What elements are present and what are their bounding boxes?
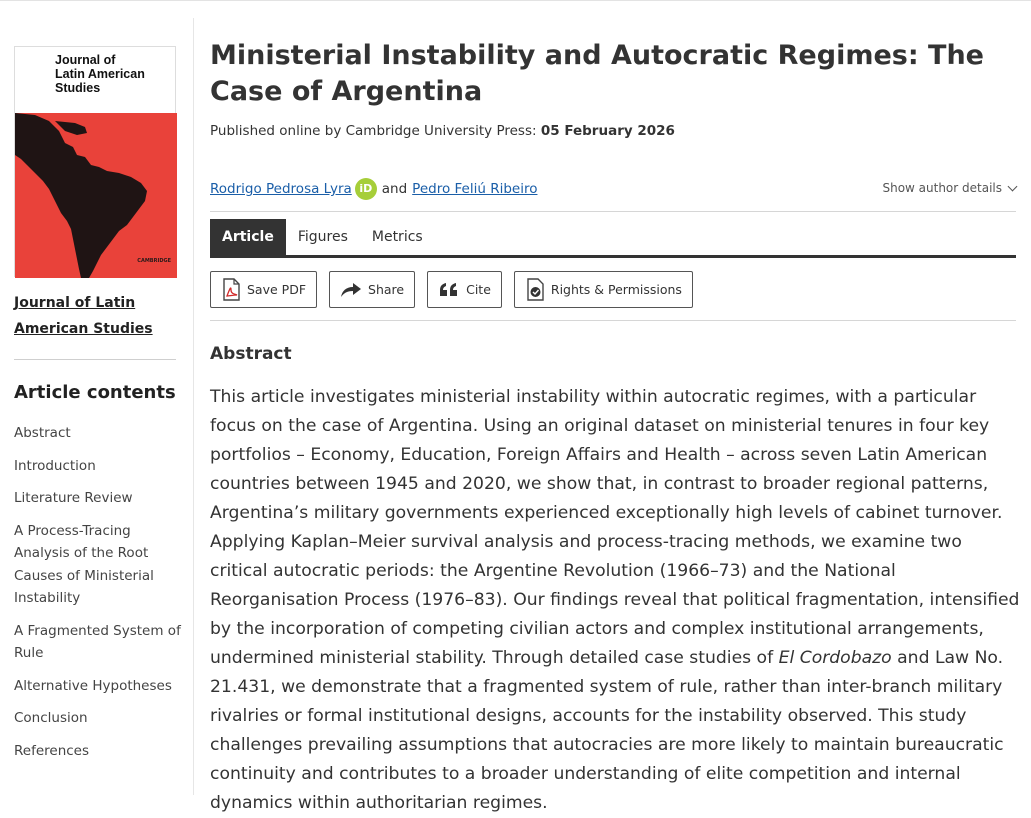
latin-america-map-icon xyxy=(15,113,177,278)
cover-title-line: Latin American xyxy=(55,67,145,81)
rights-permissions-label: Rights & Permissions xyxy=(550,282,682,297)
save-pdf-button[interactable] xyxy=(210,271,317,308)
rights-document-icon xyxy=(525,278,545,302)
cover-publisher-mark: CAMBRIDGE xyxy=(137,258,171,264)
quote-icon xyxy=(438,282,460,298)
share-button[interactable] xyxy=(329,271,415,308)
pdf-icon xyxy=(221,278,241,302)
cover-header xyxy=(15,47,175,113)
author-link[interactable]: Pedro Feliú Ribeiro xyxy=(412,181,538,197)
sidebar-divider xyxy=(14,359,176,360)
cite-button[interactable] xyxy=(427,271,502,308)
chevron-down-icon xyxy=(1008,181,1018,191)
author-list xyxy=(210,178,537,200)
cover-title-line: Journal of xyxy=(55,53,116,67)
contents-item-introduction[interactable]: Introduction xyxy=(14,457,96,474)
cover-map-area xyxy=(15,113,177,278)
top-border xyxy=(0,0,1031,4)
contents-item-fragmented-system[interactable]: A Fragmented System of Rule xyxy=(14,622,181,661)
article-contents-list xyxy=(14,422,184,772)
divider xyxy=(210,320,1016,321)
share-arrow-icon xyxy=(340,281,362,299)
contents-item-alternative-hypotheses[interactable]: Alternative Hypotheses xyxy=(14,677,172,694)
cover-title-line: Studies xyxy=(55,81,101,95)
author-link[interactable]: Rodrigo Pedrosa Lyra xyxy=(210,181,352,197)
tab-figures[interactable]: Figures xyxy=(297,229,348,245)
show-author-details-button[interactable] xyxy=(882,181,1016,195)
article-title: Ministerial Instability and Autocratic Regimes: The Case of Argentina xyxy=(210,40,984,107)
share-label: Share xyxy=(368,282,405,297)
contents-item-abstract[interactable]: Abstract xyxy=(14,425,71,441)
journal-link[interactable]: Journal of Latin American Studies xyxy=(14,295,153,337)
abstract-heading: Abstract xyxy=(210,344,292,364)
author-separator: and xyxy=(381,181,408,197)
sidebar-vertical-divider xyxy=(193,18,194,795)
show-author-details-label: Show author details xyxy=(882,181,1002,195)
contents-item-conclusion[interactable]: Conclusion xyxy=(14,710,88,726)
abstract-text-part: This article investigates ministerial instability within autocratic regimes, with a particular focus on the case of Argentina. Using an original dataset on ministerial tenures in four key portfolios – Economy, Education, Foreign Affairs and Health – across seven Latin American countries between 1945 and 2020, we show that, in contrast to broader regional patterns, Argentina’s military governments experienced exceptionally high levels of cabinet turnover. Applying Kaplan–Meier survival analysis and process-tracing methods, we examine two critical autocratic periods: the Argentine Revolution (1966–73) and the National Reorganisation Process (1976–83). Our findings reveal that political fragmentation, intensified by the incorporation of competing civilian actors and complex institutional arrangements, undermined ministerial stability. Through detailed case studies of xyxy=(210,387,1020,668)
tab-article[interactable]: Article xyxy=(210,219,286,255)
journal-cover[interactable] xyxy=(14,46,176,277)
published-date: 05 February 2026 xyxy=(540,123,675,139)
contents-item-literature-review[interactable]: Literature Review xyxy=(14,490,133,506)
abstract-text-italic: El Cordobazo xyxy=(778,648,892,668)
abstract-text xyxy=(210,383,1022,818)
divider xyxy=(210,211,1016,212)
article-actions xyxy=(210,271,705,308)
published-line xyxy=(210,123,675,139)
cover-journal-title xyxy=(55,53,145,95)
orcid-icon[interactable]: iD xyxy=(355,178,377,200)
save-pdf-label: Save PDF xyxy=(247,282,307,297)
article-contents-title: Article contents xyxy=(14,382,176,403)
rights-permissions-button[interactable] xyxy=(514,271,693,308)
tab-metrics[interactable]: Metrics xyxy=(371,229,423,245)
cite-label: Cite xyxy=(466,282,491,297)
abstract-text-part: and Law No. 21.431, we demonstrate that a fragmented system of rule, rather than inter-branch military rivalries or formal institutional designs, accounts for the instability observed. This study challenges prevailing assumptions that autocracies are more likely to maintain bureaucratic continuity and contributes to a broader understanding of elite competition and internal dynamics within authoritarian regimes. xyxy=(210,648,1004,813)
contents-item-process-tracing[interactable]: A Process-Tracing Analysis of the Root Causes of Ministerial Instability xyxy=(14,522,154,606)
contents-item-references[interactable]: References xyxy=(14,742,90,759)
published-prefix: Published online by Cambridge University Press: xyxy=(210,123,537,139)
article-tabs xyxy=(210,219,1016,258)
